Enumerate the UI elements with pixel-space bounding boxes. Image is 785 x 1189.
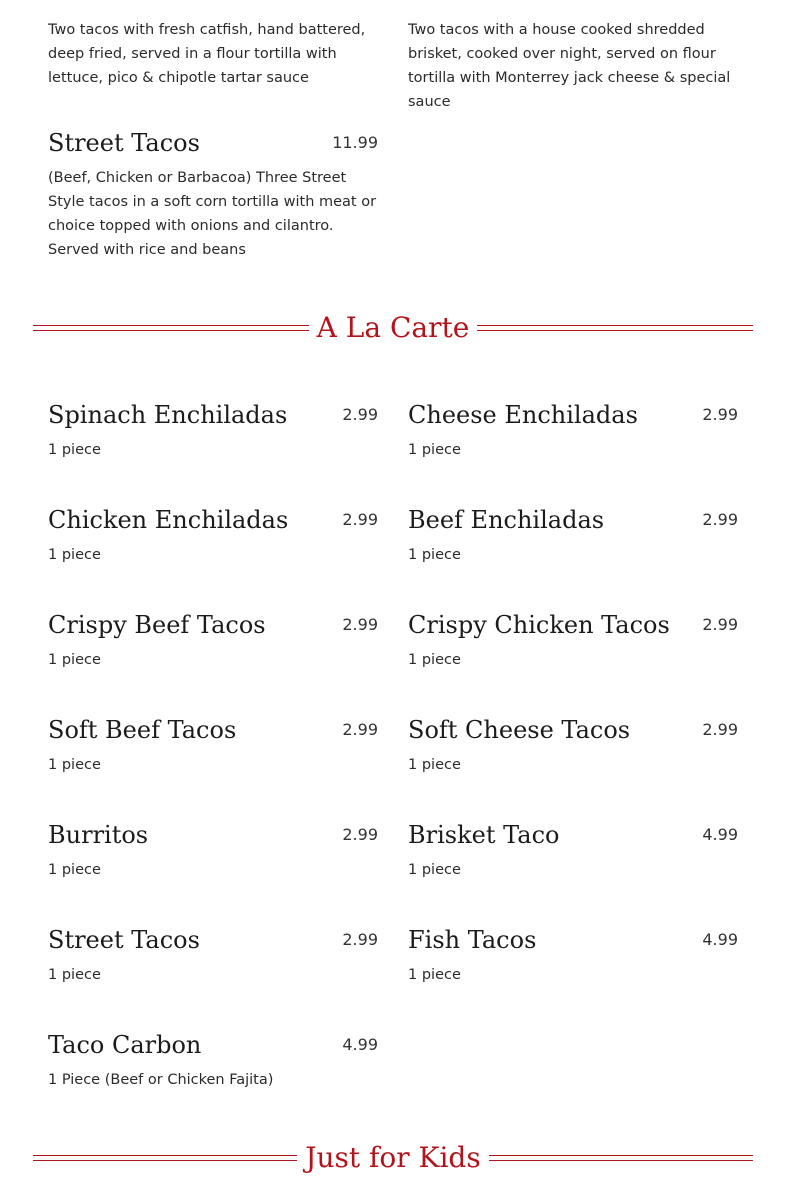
item-name: Fish Tacos bbox=[408, 926, 537, 954]
item-name: Chicken Enchiladas bbox=[48, 506, 289, 534]
menu-item bbox=[408, 715, 738, 777]
item-name: Cheese Enchiladas bbox=[408, 401, 638, 429]
menu-item bbox=[408, 610, 738, 672]
menu-item bbox=[408, 400, 738, 462]
item-price: 2.99 bbox=[702, 720, 738, 739]
item-price: 2.99 bbox=[702, 510, 738, 529]
menu-item bbox=[408, 925, 738, 987]
item-description: 1 piece bbox=[408, 442, 461, 458]
item-description: (Beef, Chicken or Barbacoa) Three Street Style tacos in a soft corn tortilla with meat or choice topped with onions and cilantro. Served with rice and beans bbox=[48, 170, 377, 258]
item-price: 4.99 bbox=[702, 930, 738, 949]
item-name: Street Tacos bbox=[48, 926, 200, 954]
item-description: 1 piece bbox=[48, 547, 101, 563]
item-price: 2.99 bbox=[342, 930, 378, 949]
menu-item-street-tacos-plate bbox=[48, 128, 378, 262]
item-name: Beef Enchiladas bbox=[408, 506, 605, 534]
item-description: 1 piece bbox=[48, 442, 101, 458]
item-description: 1 piece bbox=[408, 862, 461, 878]
item-name: Brisket Taco bbox=[408, 821, 560, 849]
menu-item-brisket-tacos-plate bbox=[408, 18, 738, 114]
menu-item bbox=[48, 925, 378, 987]
item-name: Crispy Beef Tacos bbox=[48, 611, 266, 639]
item-price: 4.99 bbox=[702, 825, 738, 844]
section-title: Just for Kids bbox=[305, 1141, 481, 1174]
item-description: 1 piece bbox=[48, 967, 101, 983]
menu-item bbox=[408, 505, 738, 567]
item-name: Street Tacos bbox=[48, 129, 200, 157]
item-name: Taco Carbon bbox=[48, 1031, 202, 1059]
item-name: Soft Beef Tacos bbox=[48, 716, 237, 744]
menu-item bbox=[48, 400, 378, 462]
item-price: 2.99 bbox=[342, 510, 378, 529]
menu-item bbox=[48, 1030, 378, 1092]
item-description: Two tacos with fresh catfish, hand battered, deep fried, served in a flour tortilla with lettuce, pico & chipotle tartar sauce bbox=[48, 22, 366, 86]
item-description: 1 piece bbox=[408, 967, 461, 983]
menu-item bbox=[48, 715, 378, 777]
section-title: A La Carte bbox=[316, 311, 470, 344]
section-heading-a-la-carte bbox=[33, 308, 753, 348]
menu-item-fish-tacos-plate bbox=[48, 18, 378, 90]
item-name: Burritos bbox=[48, 821, 149, 849]
item-name: Soft Cheese Tacos bbox=[408, 716, 631, 744]
menu-item bbox=[408, 820, 738, 882]
item-description: 1 piece bbox=[408, 547, 461, 563]
item-price: 11.99 bbox=[332, 133, 378, 152]
menu-item bbox=[48, 820, 378, 882]
item-price: 2.99 bbox=[342, 720, 378, 739]
section-heading-just-for-kids bbox=[33, 1138, 753, 1178]
item-price: 4.99 bbox=[342, 1035, 378, 1054]
item-price: 2.99 bbox=[702, 615, 738, 634]
item-price: 2.99 bbox=[702, 405, 738, 424]
menu-item bbox=[48, 505, 378, 567]
item-price: 2.99 bbox=[342, 405, 378, 424]
item-name: Spinach Enchiladas bbox=[48, 401, 288, 429]
item-description: 1 piece bbox=[408, 652, 461, 668]
item-description: 1 piece bbox=[408, 757, 461, 773]
item-description: 1 piece bbox=[48, 862, 101, 878]
item-description: 1 piece bbox=[48, 757, 101, 773]
item-description: Two tacos with a house cooked shredded brisket, cooked over night, served on flour tortilla with Monterrey jack cheese & special sauce bbox=[408, 22, 731, 110]
item-price: 2.99 bbox=[342, 825, 378, 844]
item-price: 2.99 bbox=[342, 615, 378, 634]
item-name: Crispy Chicken Tacos bbox=[408, 611, 670, 639]
item-description: 1 piece bbox=[48, 652, 101, 668]
menu-item bbox=[48, 610, 378, 672]
item-description: 1 Piece (Beef or Chicken Fajita) bbox=[48, 1072, 274, 1088]
